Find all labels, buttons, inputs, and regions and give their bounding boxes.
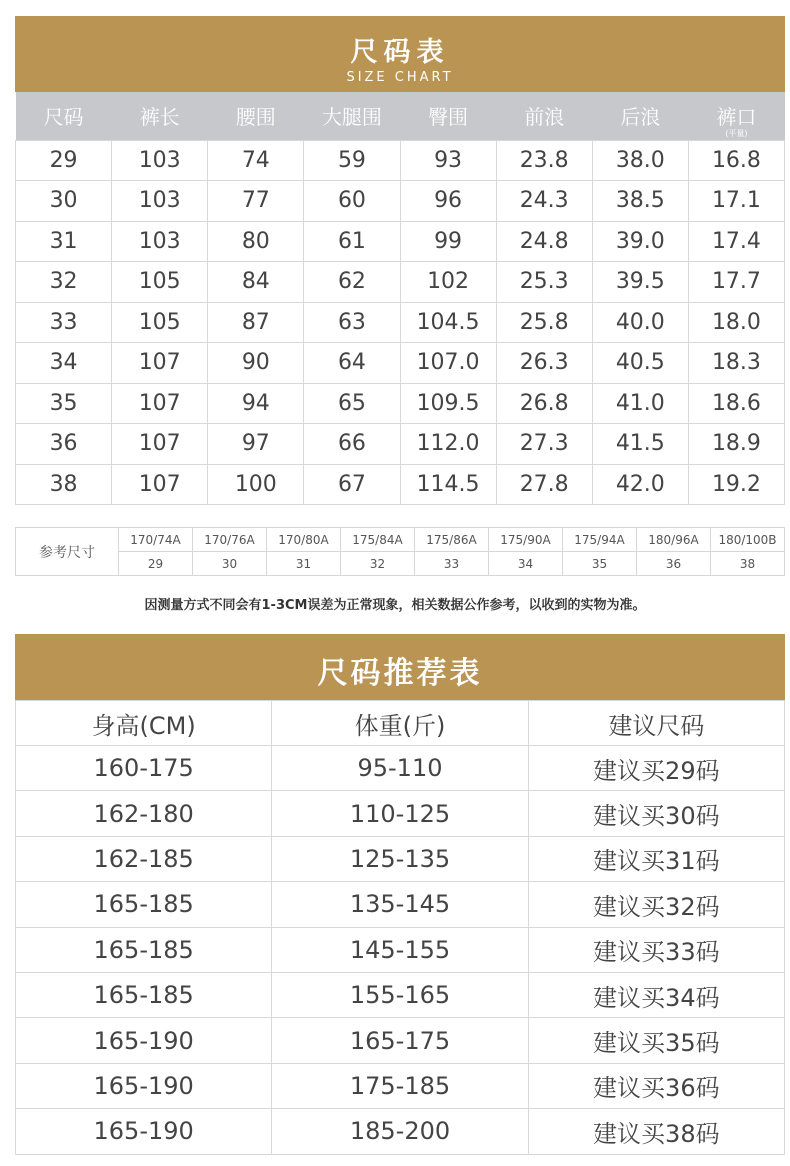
- recommend-banner: [15, 634, 785, 700]
- header-back-rise: 后浪: [592, 92, 688, 140]
- reference-height-cell: 175/84A: [341, 528, 415, 552]
- recommend-cell: 建议买30码: [528, 791, 784, 836]
- size-chart-cell: 96: [400, 181, 496, 222]
- reference-height-cell: 170/76A: [193, 528, 267, 552]
- size-chart-cell: 90: [208, 343, 304, 384]
- size-chart-cell: 66: [304, 424, 400, 465]
- reference-size-cell: 31: [267, 552, 341, 576]
- header-suggested-size: 建议尺码: [528, 701, 784, 746]
- size-chart-cell: 29: [16, 140, 112, 181]
- size-chart-cell: 18.9: [688, 424, 784, 465]
- size-chart-row: [16, 464, 785, 505]
- size-chart-cell: 40.0: [592, 302, 688, 343]
- size-chart-cell: 31: [16, 221, 112, 262]
- size-chart-cell: 94: [208, 383, 304, 424]
- reference-heights-row: [16, 528, 785, 552]
- size-chart-cell: 24.8: [496, 221, 592, 262]
- size-chart-row: [16, 383, 785, 424]
- recommend-row: [16, 1063, 785, 1108]
- recommend-table: [15, 700, 785, 1155]
- recommend-cell: 162-180: [16, 791, 272, 836]
- size-chart-cell: 84: [208, 262, 304, 303]
- size-chart-cell: 30: [16, 181, 112, 222]
- recommend-cell: 建议买36码: [528, 1063, 784, 1108]
- size-chart-row: [16, 343, 785, 384]
- reference-height-cell: 170/74A: [119, 528, 193, 552]
- size-chart-cell: 63: [304, 302, 400, 343]
- measurement-note: 因测量方式不同会有1-3CM误差为正常现象，相关数据公作参考，以收到的实物为准。: [144, 598, 646, 613]
- size-chart-cell: 93: [400, 140, 496, 181]
- size-chart-cell: 40.5: [592, 343, 688, 384]
- header-height: 身高(CM): [16, 701, 272, 746]
- size-chart-banner: [15, 16, 785, 92]
- size-chart-cell: 97: [208, 424, 304, 465]
- recommend-cell: 125-135: [272, 836, 528, 881]
- size-chart-cell: 25.8: [496, 302, 592, 343]
- size-chart-cell: 38.5: [592, 181, 688, 222]
- recommend-row: [16, 1018, 785, 1063]
- header-front-rise: 前浪: [496, 92, 592, 140]
- reference-height-cell: 175/90A: [489, 528, 563, 552]
- recommend-cell: 135-145: [272, 882, 528, 927]
- header-thigh: 大腿围: [304, 92, 400, 140]
- size-chart-cell: 17.4: [688, 221, 784, 262]
- size-chart-cell: 65: [304, 383, 400, 424]
- size-chart-subtitle: SIZE CHART: [346, 70, 454, 85]
- reference-size-cell: 38: [711, 552, 785, 576]
- size-chart-cell: 19.2: [688, 464, 784, 505]
- size-chart-cell: 39.0: [592, 221, 688, 262]
- size-chart-cell: 87: [208, 302, 304, 343]
- size-chart-row: [16, 262, 785, 303]
- recommend-cell: 95-110: [272, 746, 528, 791]
- header-leg-opening: [688, 92, 784, 140]
- recommend-cell: 185-200: [272, 1109, 528, 1154]
- recommend-cell: 165-185: [16, 882, 272, 927]
- size-chart-header-row: [16, 92, 785, 140]
- reference-size-cell: 34: [489, 552, 563, 576]
- header-length: 裤长: [112, 92, 208, 140]
- size-chart-cell: 38.0: [592, 140, 688, 181]
- recommend-cell: 145-155: [272, 927, 528, 972]
- size-chart-cell: 109.5: [400, 383, 496, 424]
- size-chart-row: [16, 424, 785, 465]
- size-chart-cell: 34: [16, 343, 112, 384]
- recommend-cell: 165-190: [16, 1018, 272, 1063]
- recommend-header-row: [16, 701, 785, 746]
- size-chart-cell: 36: [16, 424, 112, 465]
- size-chart-cell: 41.0: [592, 383, 688, 424]
- header-waist: 腰围: [208, 92, 304, 140]
- size-chart-cell: 62: [304, 262, 400, 303]
- size-chart-cell: 107.0: [400, 343, 496, 384]
- recommend-cell: 160-175: [16, 746, 272, 791]
- size-chart-row: [16, 302, 785, 343]
- size-chart-cell: 17.1: [688, 181, 784, 222]
- reference-size-cell: 33: [415, 552, 489, 576]
- size-chart-cell: 32: [16, 262, 112, 303]
- size-chart-cell: 23.8: [496, 140, 592, 181]
- reference-height-cell: 175/86A: [415, 528, 489, 552]
- size-chart-cell: 42.0: [592, 464, 688, 505]
- size-chart-cell: 25.3: [496, 262, 592, 303]
- size-chart-cell: 60: [304, 181, 400, 222]
- recommend-cell: 165-175: [272, 1018, 528, 1063]
- size-chart-cell: 18.3: [688, 343, 784, 384]
- reference-size-cell: 36: [637, 552, 711, 576]
- reference-size-cell: 35: [563, 552, 637, 576]
- header-size: 尺码: [16, 92, 112, 140]
- size-chart-cell: 107: [112, 424, 208, 465]
- size-chart-table: [15, 92, 785, 505]
- size-chart-cell: 18.6: [688, 383, 784, 424]
- size-chart-row: [16, 140, 785, 181]
- recommend-cell: 110-125: [272, 791, 528, 836]
- size-chart-cell: 80: [208, 221, 304, 262]
- recommend-cell: 162-185: [16, 836, 272, 881]
- recommend-row: [16, 927, 785, 972]
- size-chart-cell: 24.3: [496, 181, 592, 222]
- size-chart-cell: 114.5: [400, 464, 496, 505]
- header-leg-opening-label: 裤口: [716, 105, 757, 130]
- size-chart-cell: 107: [112, 464, 208, 505]
- recommend-row: [16, 791, 785, 836]
- size-chart-cell: 33: [16, 302, 112, 343]
- size-chart-cell: 41.5: [592, 424, 688, 465]
- size-chart-row: [16, 181, 785, 222]
- size-chart-cell: 38: [16, 464, 112, 505]
- recommend-row: [16, 836, 785, 881]
- size-chart-cell: 61: [304, 221, 400, 262]
- recommend-cell: 建议买32码: [528, 882, 784, 927]
- size-chart-cell: 105: [112, 302, 208, 343]
- recommend-title: 尺码推荐表: [317, 656, 483, 691]
- reference-size-cell: 30: [193, 552, 267, 576]
- size-chart-cell: 74: [208, 140, 304, 181]
- size-chart-cell: 26.8: [496, 383, 592, 424]
- recommend-cell: 建议买35码: [528, 1018, 784, 1063]
- recommend-cell: 165-190: [16, 1109, 272, 1154]
- size-chart-cell: 100: [208, 464, 304, 505]
- recommend-cell: 建议买33码: [528, 927, 784, 972]
- reference-height-cell: 175/94A: [563, 528, 637, 552]
- size-chart-cell: 27.3: [496, 424, 592, 465]
- recommend-cell: 165-185: [16, 972, 272, 1017]
- size-chart-cell: 107: [112, 383, 208, 424]
- recommend-row: [16, 972, 785, 1017]
- reference-sizes-row: [16, 552, 785, 576]
- recommend-cell: 建议买34码: [528, 972, 784, 1017]
- size-chart-cell: 99: [400, 221, 496, 262]
- size-chart-cell: 77: [208, 181, 304, 222]
- size-chart-cell: 103: [112, 221, 208, 262]
- size-chart-cell: 39.5: [592, 262, 688, 303]
- size-chart-cell: 102: [400, 262, 496, 303]
- header-hip: 臀围: [400, 92, 496, 140]
- recommend-cell: 165-190: [16, 1063, 272, 1108]
- header-leg-opening-note: (平量): [725, 128, 748, 138]
- size-chart-cell: 59: [304, 140, 400, 181]
- size-chart-row: [16, 221, 785, 262]
- recommend-cell: 建议买31码: [528, 836, 784, 881]
- size-chart-cell: 103: [112, 140, 208, 181]
- size-chart-cell: 105: [112, 262, 208, 303]
- reference-height-cell: 180/100B: [711, 528, 785, 552]
- size-chart-cell: 103: [112, 181, 208, 222]
- recommend-cell: 175-185: [272, 1063, 528, 1108]
- reference-height-cell: 170/80A: [267, 528, 341, 552]
- size-chart-cell: 27.8: [496, 464, 592, 505]
- size-chart-cell: 104.5: [400, 302, 496, 343]
- size-chart-cell: 64: [304, 343, 400, 384]
- size-chart-cell: 35: [16, 383, 112, 424]
- recommend-cell: 155-165: [272, 972, 528, 1017]
- size-chart-cell: 107: [112, 343, 208, 384]
- size-chart-cell: 67: [304, 464, 400, 505]
- reference-size-table: [15, 527, 785, 576]
- recommend-row: [16, 746, 785, 791]
- size-chart-title: 尺码表: [350, 37, 450, 68]
- reference-size-cell: 29: [119, 552, 193, 576]
- reference-label: 参考尺寸: [16, 528, 119, 576]
- size-chart-cell: 26.3: [496, 343, 592, 384]
- size-chart-cell: 112.0: [400, 424, 496, 465]
- recommend-cell: 建议买38码: [528, 1109, 784, 1154]
- reference-height-cell: 180/96A: [637, 528, 711, 552]
- size-chart-cell: 17.7: [688, 262, 784, 303]
- header-weight: 体重(斤): [272, 701, 528, 746]
- recommend-row: [16, 882, 785, 927]
- size-chart-cell: 16.8: [688, 140, 784, 181]
- reference-size-cell: 32: [341, 552, 415, 576]
- recommend-row: [16, 1109, 785, 1154]
- recommend-cell: 165-185: [16, 927, 272, 972]
- size-chart-cell: 18.0: [688, 302, 784, 343]
- recommend-cell: 建议买29码: [528, 746, 784, 791]
